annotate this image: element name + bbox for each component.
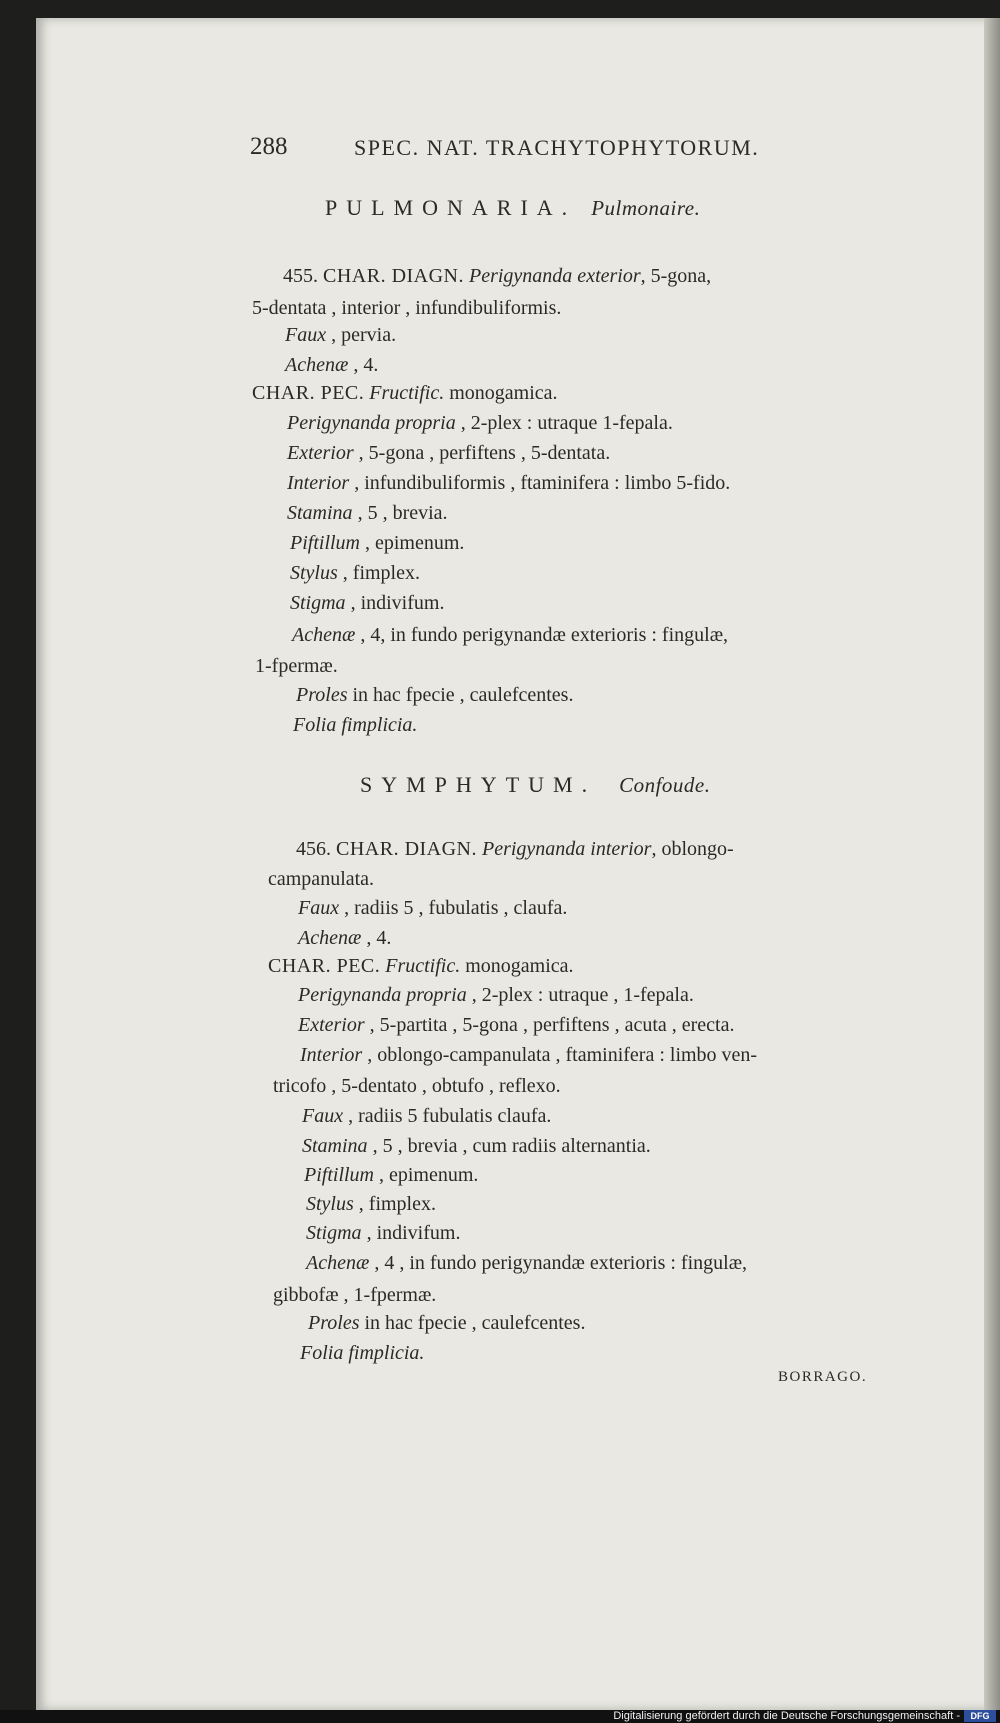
perigynanda-text: , 2-plex : utraque 1-fepala. bbox=[460, 412, 673, 434]
species-number: 455. bbox=[283, 265, 318, 287]
stamina-term: Stamina bbox=[287, 502, 353, 524]
genus-heading-symphytum bbox=[360, 772, 711, 799]
perigynanda-term: Perigynanda propria bbox=[298, 984, 467, 1006]
interior-text: , infundibuliformis , ftaminifera : limbo 5-fido. bbox=[354, 472, 731, 494]
exterior-line bbox=[287, 440, 610, 466]
diag-text: , oblongo- bbox=[651, 838, 734, 860]
proles-text: in hac fpecie , caulefcentes. bbox=[364, 1312, 586, 1334]
achenae-detail-line bbox=[292, 622, 728, 648]
pec-text: monogamica. bbox=[449, 382, 558, 404]
diag-continuation: 5-dentata , interior , infundibuliformis. bbox=[252, 297, 562, 319]
species-number: 456. bbox=[296, 838, 331, 860]
char-pec-line bbox=[252, 380, 558, 406]
achenae-detail-term: Achenæ bbox=[292, 624, 356, 646]
stamina-term: Stamina bbox=[302, 1135, 368, 1157]
stigma-term: Stigma bbox=[290, 592, 346, 614]
pistillum-text: , epimenum. bbox=[365, 532, 465, 554]
faux-line bbox=[298, 895, 567, 921]
faux-text: , radiis 5 , fubulatis , claufa. bbox=[344, 897, 568, 919]
achenae-detail-line bbox=[306, 1250, 747, 1276]
diag-term: Perigynanda exterior bbox=[469, 265, 641, 287]
faux-line bbox=[285, 322, 396, 348]
char-pec-label: CHAR. PEC. bbox=[268, 955, 381, 977]
interior-continuation: tricofo , 5-dentato , obtufo , reflexo. bbox=[273, 1075, 561, 1097]
genus-title: PULMONARIA. bbox=[325, 195, 577, 220]
exterior-text: , 5-partita , 5-gona , perfiftens , acuta , erecta. bbox=[369, 1014, 735, 1036]
page-number: 288 bbox=[250, 133, 288, 160]
folia-line: Folia fimplicia. bbox=[293, 714, 418, 736]
pistillum-line bbox=[304, 1162, 478, 1188]
faux-text: , pervia. bbox=[331, 324, 397, 346]
diag-text: , 5-gona, bbox=[640, 265, 712, 287]
stylus-term: Stylus bbox=[290, 562, 338, 584]
exterior-term: Exterior bbox=[287, 442, 354, 464]
diag-line bbox=[296, 836, 734, 862]
pistillum-term: Piftillum bbox=[304, 1164, 374, 1186]
pec-term: Fructific. bbox=[385, 955, 461, 977]
genus-title: SYMPHYTUM. bbox=[360, 772, 597, 797]
achenae-text: , 4. bbox=[353, 354, 379, 376]
stylus-line bbox=[290, 560, 420, 586]
achenae-line bbox=[298, 925, 391, 951]
achenae-detail-continuation: gibbofæ , 1-fpermæ. bbox=[273, 1284, 437, 1306]
pec-text: monogamica. bbox=[465, 955, 574, 977]
stamina-text: , 5 , brevia. bbox=[357, 502, 448, 524]
achenae-detail-continuation: 1-fpermæ. bbox=[255, 655, 338, 677]
stigma-line bbox=[306, 1220, 460, 1246]
perigynanda-line bbox=[287, 410, 673, 436]
interior-term: Interior bbox=[300, 1044, 363, 1066]
pistillum-line bbox=[290, 530, 464, 556]
diag-line bbox=[283, 263, 711, 289]
stigma-text: , indivifum. bbox=[366, 1222, 461, 1244]
proles-text: in hac fpecie , caulefcentes. bbox=[352, 684, 574, 706]
exterior-line bbox=[298, 1012, 734, 1038]
proles-line bbox=[296, 682, 573, 708]
achenae-text: , 4. bbox=[366, 927, 392, 949]
page-edge bbox=[984, 18, 1000, 1710]
proles-line bbox=[308, 1310, 585, 1336]
stigma-line bbox=[290, 590, 444, 616]
stylus-line bbox=[306, 1191, 436, 1217]
perigynanda-term: Perigynanda propria bbox=[287, 412, 456, 434]
faux-detail-line bbox=[302, 1103, 551, 1129]
achenae-detail-term: Achenæ bbox=[306, 1252, 370, 1274]
pec-term: Fructific. bbox=[369, 382, 445, 404]
diag-term: Perigynanda interior bbox=[482, 838, 652, 860]
stamina-text: , 5 , brevia , cum radiis alternantia. bbox=[372, 1135, 651, 1157]
stylus-text: , fimplex. bbox=[358, 1193, 436, 1215]
faux-detail-term: Faux bbox=[302, 1105, 344, 1127]
footer-credit: Digitalisierung gefördert durch die Deutsche Forschungsgemeinschaft - bbox=[613, 1710, 960, 1722]
interior-term: Interior bbox=[287, 472, 350, 494]
perigynanda-text: , 2-plex : utraque , 1-fepala. bbox=[471, 984, 694, 1006]
diag-continuation: campanulata. bbox=[268, 868, 375, 890]
stamina-line bbox=[302, 1133, 651, 1159]
char-pec-label: CHAR. PEC. bbox=[252, 382, 365, 404]
achenae-line bbox=[285, 352, 378, 378]
catchword: BORRAGO. bbox=[778, 1369, 868, 1385]
stigma-term: Stigma bbox=[306, 1222, 362, 1244]
exterior-term: Exterior bbox=[298, 1014, 365, 1036]
achenae-detail-text: , 4, in fundo perigynandæ exterioris : fingulæ, bbox=[360, 624, 729, 646]
char-diagn-label: CHAR. DIAGN. bbox=[323, 265, 464, 287]
pistillum-term: Piftillum bbox=[290, 532, 360, 554]
genus-french: Confoude. bbox=[619, 773, 711, 797]
proles-term: Proles bbox=[308, 1312, 360, 1334]
dfg-logo: DFG bbox=[964, 1710, 996, 1722]
running-title: SPEC. NAT. TRACHYTOPHYTORUM. bbox=[354, 135, 760, 160]
achenae-detail-text: , 4 , in fundo perigynandæ exterioris : fingulæ, bbox=[374, 1252, 748, 1274]
stigma-text: , indivifum. bbox=[350, 592, 445, 614]
perigynanda-line bbox=[298, 982, 694, 1008]
faux-detail-text: , radiis 5 fubulatis claufa. bbox=[348, 1105, 552, 1127]
faux-term: Faux bbox=[285, 324, 327, 346]
genus-french: Pulmonaire. bbox=[591, 196, 701, 220]
exterior-text: , 5-gona , perfiftens , 5-dentata. bbox=[358, 442, 611, 464]
genus-heading-pulmonaria bbox=[325, 195, 700, 222]
stylus-term: Stylus bbox=[306, 1193, 354, 1215]
achenae-term: Achenæ bbox=[298, 927, 362, 949]
proles-term: Proles bbox=[296, 684, 348, 706]
achenae-term: Achenæ bbox=[285, 354, 349, 376]
interior-line bbox=[300, 1042, 757, 1068]
interior-line bbox=[287, 470, 730, 496]
stamina-line bbox=[287, 500, 448, 526]
faux-term: Faux bbox=[298, 897, 340, 919]
interior-text: , oblongo-campanulata , ftaminifera : limbo ven- bbox=[367, 1044, 758, 1066]
folia-line: Folia fimplicia. bbox=[300, 1342, 425, 1364]
char-diagn-label: CHAR. DIAGN. bbox=[336, 838, 477, 860]
stylus-text: , fimplex. bbox=[342, 562, 420, 584]
char-pec-line bbox=[268, 953, 574, 979]
pistillum-text: , epimenum. bbox=[379, 1164, 479, 1186]
